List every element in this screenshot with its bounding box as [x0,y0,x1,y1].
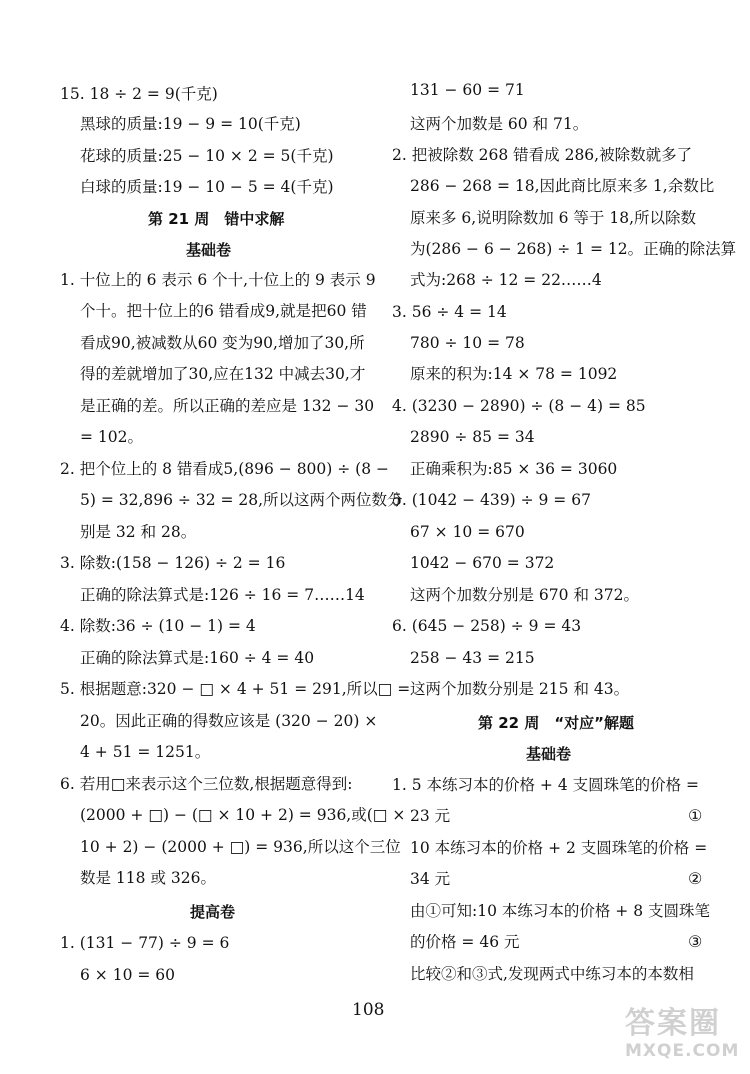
section-heading-week-22: 第 22 周 “对应”解题 [478,714,635,732]
watermark-url: MXQE.COM [625,1041,740,1061]
page-number: 108 [352,1000,385,1020]
text-line: 正确的除法算式是:160 ÷ 4 = 40 [80,649,315,667]
answer-5-right: 5. (1042 − 439) ÷ 9 = 67 [392,491,591,509]
text-line: 白球的质量:19 − 10 − 5 = 4(千克) [80,178,334,196]
text-line: 258 − 43 = 215 [410,649,535,667]
text-line: 23 元 [410,807,451,825]
answer-4: 4. 除数:36 ÷ (10 − 1) = 4 [60,617,256,635]
answer-3: 3. 除数:(158 − 126) ÷ 2 = 16 [60,554,286,572]
answer-2: 2. 把个位上的 8 错看成5,(896 − 800) ÷ (8 − [60,460,389,478]
text-line: 这两个加数是 60 和 71。 [410,115,589,133]
text-line: 10 + 2) − (2000 + □) = 936,所以这个三位 [80,838,401,856]
text-line: 原来多 6,说明除数加 6 等于 18,所以除数 [410,209,697,227]
text-line: 别是 32 和 28。 [80,523,197,541]
equation-marker-2: ② [688,869,703,888]
equation-marker-1: ① [688,806,703,825]
text-line: 黑球的质量:19 − 9 = 10(千克) [80,115,301,133]
text-line: 看成90,被减数从60 变为90,增加了30,所 [80,334,365,352]
subheading-basic: 基础卷 [186,241,232,259]
text-line: 34 元 [410,870,451,888]
text-line: = 102。 [80,428,143,446]
text-line: 这两个加数分别是 670 和 372。 [410,586,639,604]
text-line: 正确的除法算式是:126 ÷ 16 = 7……14 [80,586,365,604]
text-line: 比较②和③式,发现两式中练习本的本数相 [410,965,694,983]
text-line: 286 − 268 = 18,因此商比原来多 1,余数比 [410,177,715,195]
text-line: 得的差就增加了30,应在132 中减去30,才 [80,365,366,383]
text-line: 1042 − 670 = 372 [410,554,555,572]
answer-6: 6. 若用□来表示这个三位数,根据题意得到: [60,775,353,793]
answer-5: 5. 根据题意:320 − □ × 4 + 51 = 291,所以□ = [60,680,411,698]
text-line: 为(286 − 6 − 268) ÷ 1 = 12。正确的除法算 [410,240,737,258]
answer-1-right: 1. 5 本练习本的价格 + 4 支圆珠笔的价格 = [392,776,700,794]
answer-1: 1. 十位上的 6 表示 6 个十,十位上的 9 表示 9 [60,271,376,289]
text-line: 5) = 32,896 ÷ 32 = 28,所以这两个两位数分 [80,491,403,509]
text-line: 式为:268 ÷ 12 = 22……4 [410,271,602,289]
answer-advanced-1: 1. (131 − 77) ÷ 9 = 6 [60,934,230,952]
equation-marker-3: ③ [688,932,703,951]
text-line: 10 本练习本的价格 + 2 支圆珠笔的价格 = [410,839,708,857]
text-line: 这两个加数分别是 215 和 43。 [410,680,630,698]
subheading-advanced: 提高卷 [190,903,236,921]
text-line: 67 × 10 = 670 [410,523,525,541]
text-line: 原来的积为:14 × 78 = 1092 [410,365,618,383]
answer-6-right: 6. (645 − 258) ÷ 9 = 43 [392,617,582,635]
text-line: 的价格 = 46 元 [410,933,520,951]
answer-2-right: 2. 把被除数 268 错看成 286,被除数就多了 [392,146,693,164]
text-line: 是正确的差。所以正确的差应是 132 − 30 [80,397,375,415]
answer-4-right: 4. (3230 − 2890) ÷ (8 − 4) = 85 [392,397,646,415]
section-heading-week-21: 第 21 周 错中求解 [148,210,285,228]
text-line: 由①可知:10 本练习本的价格 + 8 支圆珠笔 [410,902,711,920]
text-line: 花球的质量:25 − 10 × 2 = 5(千克) [80,147,334,165]
text-line: 数是 118 或 326。 [80,869,216,887]
subheading-basic-right: 基础卷 [526,745,572,763]
answer-3-right: 3. 56 ÷ 4 = 14 [392,303,507,321]
text-line: 4 + 51 = 1251。 [80,743,211,761]
answer-15: 15. 18 ÷ 2 = 9(千克) [60,85,218,103]
text-line: 2890 ÷ 85 = 34 [410,428,535,446]
text-line: 正确乘积为:85 × 36 = 3060 [410,460,618,478]
watermark-text: 答案圈 [625,1006,721,1041]
text-line: (2000 + □) − (□ × 10 + 2) = 936,或(□ × [80,806,406,824]
text-line: 6 × 10 = 60 [80,966,175,984]
text-line: 780 ÷ 10 = 78 [410,334,525,352]
text-line: 131 − 60 = 71 [410,81,525,99]
text-line: 个十。把十位上的6 错看成9,就是把60 错 [80,302,367,320]
watermark-logo [625,1008,740,1068]
text-line: 20。因此正确的得数应该是 (320 − 20) × [80,712,378,730]
